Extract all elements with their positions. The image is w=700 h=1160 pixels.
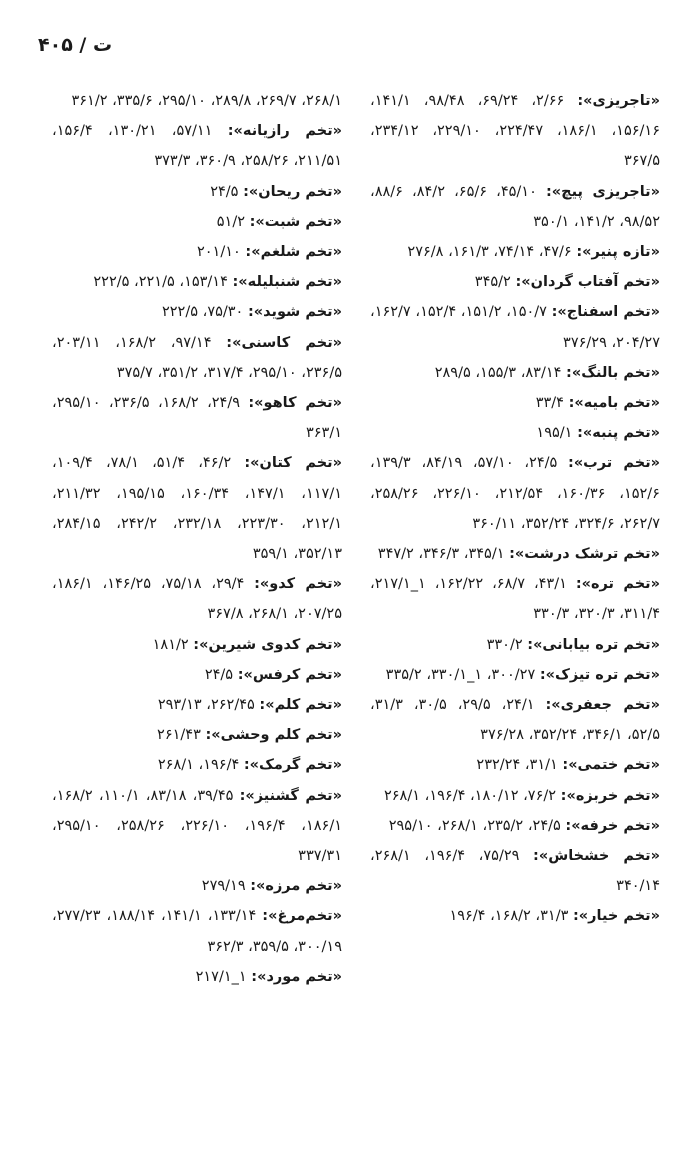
index-entry: [370, 750, 660, 780]
index-entry: [52, 177, 342, 207]
index-entry: [52, 328, 342, 388]
index-entry: [370, 781, 660, 811]
page-references: ۳۳/۴: [535, 395, 569, 412]
page-number: ۴۰۵: [38, 34, 73, 56]
index-entry: [370, 86, 660, 177]
index-term: «تخم کدوی شیرین»:: [193, 636, 342, 653]
header-separator: /: [79, 34, 87, 56]
index-entry: [370, 267, 660, 297]
index-entry: [52, 388, 342, 448]
index-term: «تخم شوید»:: [247, 304, 342, 321]
page-references: ۵۷/۱۱، ۱۳۰/۲۱، ۱۵۶/۴، ۲۱۱/۵۱، ۲۵۸/۲۶، ۳۶۰/۹، ۳۷۳/۳: [52, 123, 342, 170]
index-term: «تخم بالنگ»:: [566, 364, 660, 381]
index-entry: [370, 690, 660, 750]
index-term: «تخم پنبه»:: [577, 425, 660, 442]
index-term: «تخم کاسنی»:: [226, 334, 343, 351]
index-column-left: [52, 86, 342, 992]
page-references: ۴۳/۱، ۶۸/۷، ۱۶۲/۲۲، ۱_۲۱۷/۱، ۳۱۱/۴، ۳۲۰/۳، ۳۳۰/۳: [370, 576, 660, 623]
index-entry: [370, 358, 660, 388]
index-entry: [370, 630, 660, 660]
index-entry: [52, 569, 342, 629]
index-term: «تخم کدو»:: [254, 576, 342, 593]
index-term: «تخم کاهو»:: [248, 395, 342, 412]
page-references: ۴۵/۱۰، ۶۵/۶، ۸۴/۲، ۸۸/۶، ۹۸/۵۲، ۱۴۱/۲، ۳۵۰/۱: [370, 183, 660, 230]
page-references: ۱_۲۱۷/۱: [195, 968, 252, 985]
index-term: «تخم شلغم»:: [245, 244, 342, 261]
index-term: «تخم ترب»:: [568, 455, 661, 472]
index-entry: [370, 569, 660, 629]
index-entry: [52, 448, 342, 569]
page-references: ۹۷/۱۴، ۱۶۸/۲، ۲۰۳/۱۱، ۲۳۶/۵، ۲۹۵/۱۰، ۳۱۷/۴، ۳۵۱/۲، ۳۷۵/۷: [52, 334, 342, 381]
page-references: ۱۹۶/۴، ۲۶۸/۱: [157, 757, 244, 774]
index-entry: [370, 539, 660, 569]
page-references: ۲۷۹/۱۹: [201, 878, 251, 895]
page-references: ۱۵۳/۱۴، ۲۲۱/۵، ۲۲۲/۵: [93, 274, 233, 291]
page-header: [38, 34, 662, 64]
index-entry: [52, 237, 342, 267]
page-references: ۲۶۲/۴۵، ۲۹۳/۱۳: [157, 697, 260, 714]
index-term: «تخم کلم وحشی»:: [205, 727, 342, 744]
page-references: ۳۱/۳، ۱۶۸/۲، ۱۹۶/۴: [449, 908, 573, 925]
index-term: «تخم ختمی»:: [562, 757, 660, 774]
index-entry: [52, 750, 342, 780]
page-references: ۷۵/۲۹، ۱۹۶/۴، ۲۶۸/۱، ۳۴۰/۱۴: [370, 848, 660, 895]
index-term: «تخم جعفری»:: [545, 697, 660, 714]
index-entry: [52, 297, 342, 327]
index-term: «تخم خرفه»:: [565, 817, 660, 834]
index-entry: [370, 841, 660, 901]
index-term: «تخم خشخاش»:: [533, 848, 660, 865]
page-references: ۳۹/۴۵، ۸۳/۱۸، ۱۱۰/۱، ۱۶۸/۲، ۱۸۶/۱، ۱۹۶/۴، ۲۲۶/۱۰، ۲۵۸/۲۶، ۲۹۵/۱۰، ۳۳۷/۳۱: [52, 787, 343, 865]
page-references: ۸۳/۱۴، ۱۵۵/۳، ۲۸۹/۵: [434, 364, 567, 381]
index-entry: [52, 116, 342, 176]
index-entry: [370, 237, 660, 267]
index-term: «تخم رازیانه»:: [227, 123, 343, 140]
index-entry: [370, 297, 660, 357]
page-references: ۲۶۱/۴۳: [157, 727, 206, 744]
index-term: «تخم شبت»:: [249, 213, 342, 230]
index-term: «تخم مورد»:: [251, 968, 342, 985]
section-letter: ت: [93, 34, 113, 56]
page-references: ۳۳۰/۲: [486, 636, 528, 653]
index-term: «تاجریزی پیچ»:: [545, 183, 660, 200]
index-term: «تخم کلم»:: [259, 697, 342, 714]
index-term: «تخم تره»:: [575, 576, 660, 593]
index-entry: [52, 660, 342, 690]
index-term: «تخم بامیه»:: [568, 395, 660, 412]
index-term: «تخم مرزه»:: [250, 878, 342, 895]
page-references: ۵۱/۲: [216, 213, 250, 230]
page-references: ۱۵۰/۷، ۱۵۱/۲، ۱۵۲/۴، ۱۶۲/۷، ۲۰۴/۲۷، ۳۷۶/۲۹: [370, 304, 660, 351]
page-references: ۲۴/۱، ۲۹/۵، ۳۰/۵، ۳۱/۳، ۵۲/۵، ۳۴۶/۱، ۳۵۲/۲۴، ۳۷۶/۲۸: [370, 697, 660, 744]
page-references: ۳۱/۱، ۲۳۲/۲۴: [476, 757, 563, 774]
page-references: ۳۴۵/۱، ۳۴۶/۳، ۳۴۷/۲: [377, 546, 510, 563]
page-references: ۱۹۵/۱: [536, 425, 578, 442]
index-entry: [52, 901, 342, 961]
index-entry: [370, 418, 660, 448]
index-term: «تخم ترشک درشت»:: [509, 546, 660, 563]
index-term: «تخم گشنیز»:: [239, 787, 342, 804]
index-entry: [52, 781, 342, 872]
page-references: ۴۷/۶، ۷۴/۱۴، ۱۶۱/۳، ۲۷۶/۸: [407, 244, 577, 261]
page-references: ۴۶/۲، ۵۱/۴، ۷۸/۱، ۱۰۹/۴، ۱۱۷/۱، ۱۴۷/۱، ۱۶۰/۳۴، ۱۹۵/۱۵، ۲۱۱/۳۲، ۲۱۲/۱، ۲۲۳/۳۰، ۲۳۲/۱۸، ۲۴۲/۲، ۲۸۴/۱۵، ۳۵۲/۱۳، ۳۵۹/۱: [52, 455, 343, 563]
index-entry: [370, 660, 660, 690]
page-references: ۲۴/۹، ۱۶۸/۲، ۲۳۶/۵، ۲۹۵/۱۰، ۳۶۳/۱: [52, 395, 342, 442]
index-term: «تخم کتان»:: [244, 455, 342, 472]
index-term: «تخم گرمک»:: [243, 757, 342, 774]
page-references: ۳۰۰/۲۷، ۱_۳۳۰/۱، ۳۳۵/۲: [385, 666, 540, 683]
index-column-right: [370, 86, 660, 932]
index-entry: [52, 690, 342, 720]
index-entry: [370, 811, 660, 841]
index-entry: [370, 901, 660, 931]
index-entry: [52, 962, 342, 992]
page-references: ۷۵/۳۰، ۲۲۲/۵: [161, 304, 248, 321]
index-term: «تخم ریحان»:: [243, 183, 342, 200]
index-term: «تاجریزی»:: [577, 93, 660, 109]
page-references: ۲۶۸/۱، ۲۶۹/۷، ۲۸۹/۸، ۲۹۵/۱۰، ۳۳۵/۶، ۳۶۱/۲: [71, 93, 342, 109]
index-entry: [52, 207, 342, 237]
index-term: «تخم‌مرغ»:: [262, 908, 342, 925]
index-term: «تخم تره بیابانی»:: [527, 636, 660, 653]
index-term: «تخم خربزه»:: [560, 787, 660, 804]
page-references: ۱۳۳/۱۴، ۱۴۱/۱، ۱۸۸/۱۴، ۲۷۷/۲۳، ۳۰۰/۱۹، ۳۵۹/۵، ۳۶۲/۳: [52, 908, 342, 955]
page-references: ۲۰۱/۱۰: [196, 244, 246, 261]
index-term: «تخم کرفس»:: [237, 666, 342, 683]
page-references: ۲۴/۵، ۵۷/۱۰، ۸۴/۱۹، ۱۳۹/۳، ۱۵۲/۶، ۱۶۰/۳۶، ۲۱۲/۵۴، ۲۲۶/۱۰، ۲۵۸/۲۶، ۲۶۲/۷، ۳۲۴/۶، ۳۵۲/۲۴، ۳۶۰/۱۱: [370, 455, 660, 532]
index-entry: [370, 177, 660, 237]
index-entry: [52, 267, 342, 297]
index-entry: [370, 388, 660, 418]
index-entry: [370, 448, 660, 539]
index-term: «تخم تره تیزک»:: [539, 666, 660, 683]
page-references: ۲۴/۵: [204, 666, 238, 683]
page-references: ۲/۶۶، ۶۹/۲۴، ۹۸/۴۸، ۱۴۱/۱، ۱۵۶/۱۶، ۱۸۶/۱، ۲۲۴/۴۷، ۲۲۹/۱۰، ۲۳۴/۱۲، ۳۶۷/۵: [370, 93, 660, 170]
index-entry: [52, 720, 342, 750]
index-term: «تخم اسفناج»:: [551, 304, 661, 321]
page-references: ۱۸۱/۲: [152, 636, 194, 653]
index-term: «تخم آفتاب گردان»:: [515, 274, 660, 291]
page-references: ۲۹/۴، ۷۵/۱۸، ۱۴۶/۲۵، ۱۸۶/۱، ۲۰۷/۲۵، ۲۶۸/۱، ۳۶۷/۸: [52, 576, 342, 623]
page-references: ۷۶/۲، ۱۸۰/۱۲، ۱۹۶/۴، ۲۶۸/۱: [383, 787, 561, 804]
index-entry: [52, 86, 342, 116]
page-references: ۲۴/۵: [210, 183, 244, 200]
index-entry: [52, 871, 342, 901]
index-term: «تخم شنبلیله»:: [232, 274, 342, 291]
index-term: «تازه پنیر»:: [576, 244, 660, 261]
page-references: ۲۴/۵، ۲۳۵/۲، ۲۶۸/۱، ۲۹۵/۱۰: [388, 817, 566, 834]
index-term: «تخم خیار»:: [572, 908, 660, 925]
index-entry: [52, 630, 342, 660]
page-references: ۳۴۵/۲: [474, 274, 516, 291]
